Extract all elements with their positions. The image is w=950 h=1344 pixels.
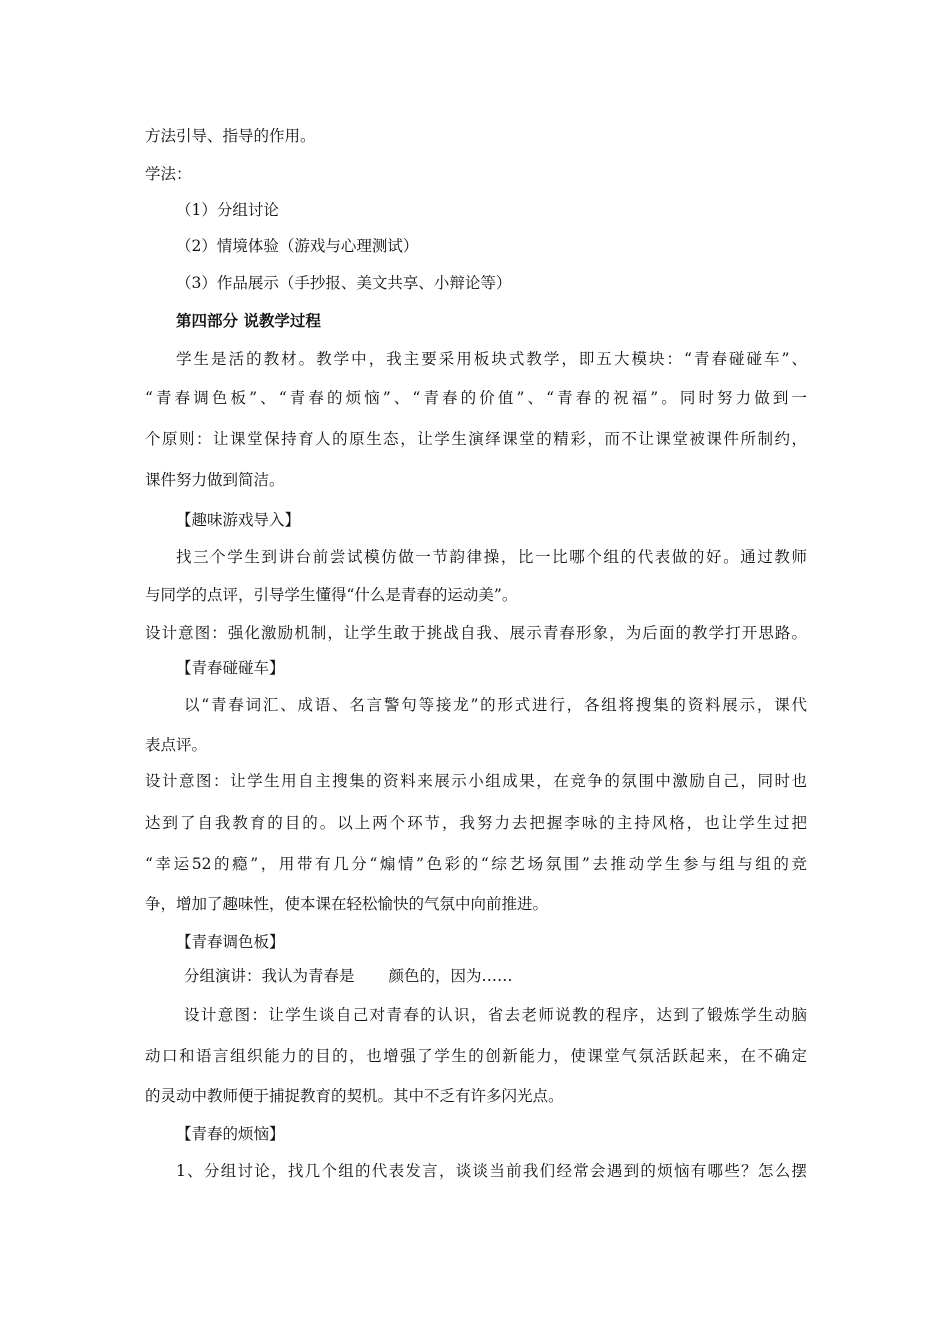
subsection-heading: 【青春碰碰车】 (176, 659, 285, 677)
speech-prompt-end: 颜色的，因为…… (388, 967, 513, 985)
list-item: （2）情境体验（游戏与心理测试） (176, 237, 419, 255)
text-line: 课件努力做到简洁。 (145, 471, 285, 489)
text-line: 设计意图：让学生用自主搜集的资料来展示小组成果，在竞争的氛围中激励自己，同时也 (145, 772, 807, 790)
text-line: 设计意图：让学生谈自己对青春的认识，省去老师说教的程序，达到了锻炼学生动脑 (184, 1006, 807, 1024)
subsection-heading: 【趣味游戏导入】 (176, 511, 301, 529)
text-line: 方法引导、指导的作用。 (145, 127, 316, 145)
text-line: 1、分组讨论，找几个组的代表发言，谈谈当前我们经常会遇到的烦恼有哪些？怎么摆 (176, 1162, 807, 1180)
text-line: 的灵动中教师便于捕捉教育的契机。其中不乏有许多闪光点。 (145, 1087, 564, 1105)
text-line: 争，增加了趣味性，使本课在轻松愉快的气氛中向前推进。 (145, 895, 549, 913)
text-line: 设计意图：强化激励机制，让学生敢于挑战自我、展示青春形象，为后面的教学打开思路。 (145, 624, 807, 642)
text-line: 动口和语言组织能力的目的，也增强了学生的创新能力，使课堂气氛活跃起来，在不确定 (145, 1047, 807, 1065)
list-item: （3）作品展示（手抄报、美文共享、小辩论等） (176, 274, 512, 292)
text-line: 找三个学生到讲台前尝试模仿做一节韵律操，比一比哪个组的代表做的好。通过教师 (176, 548, 807, 566)
text-line: 与同学的点评，引导学生懂得“什么是青春的运动美”。 (145, 586, 518, 604)
subsection-heading: 【青春的烦恼】 (176, 1125, 285, 1143)
xuefa-heading: 学法： (145, 165, 192, 183)
section-heading: 第四部分 说教学过程 (176, 311, 321, 330)
text-line: 学生是活的教材。教学中，我主要采用板块式教学，即五大模块：“青春碰碰车”、 (176, 350, 807, 368)
text-line: 个原则：让课堂保持育人的原生态，让学生演绎课堂的精彩，而不让课堂被课件所制约， (145, 430, 807, 448)
subsection-heading: 【青春调色板】 (176, 933, 285, 951)
text-line: “青春调色板”、“青春的烦恼”、“青春的价值”、“青春的祝福”。同时努力做到一 (145, 389, 807, 407)
text-line: 表点评。 (145, 736, 208, 754)
text-line: 以“青春词汇、成语、名言警句等接龙”的形式进行，各组将搜集的资料展示，课代 (184, 696, 807, 714)
text-line: 达到了自我教育的目的。以上两个环节，我努力去把握李咏的主持风格，也让学生过把 (145, 814, 807, 832)
text-line (184, 966, 513, 986)
list-item: （1）分组讨论 (176, 201, 279, 219)
text-line: “幸运52的瘾”，用带有几分“煽情”色彩的“综艺场氛围”去推动学生参与组与组的竞 (145, 855, 807, 873)
speech-prompt-start: 分组演讲：我认为青春是 (184, 967, 355, 985)
